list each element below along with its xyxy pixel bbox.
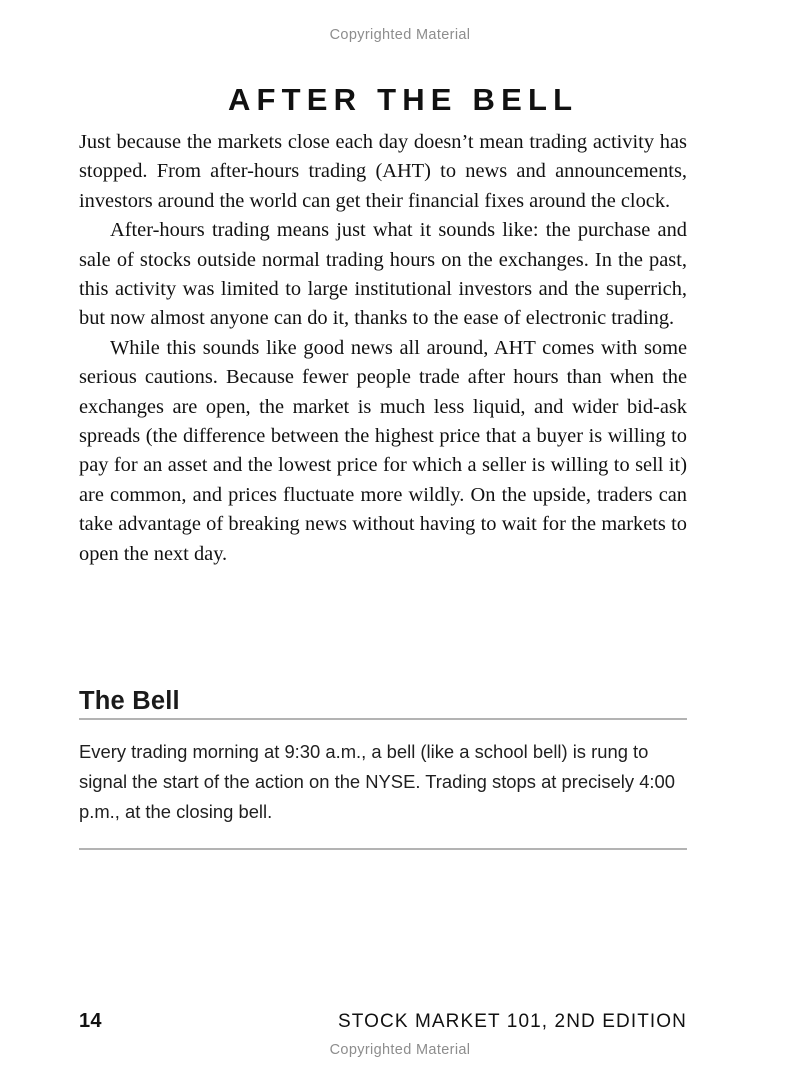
running-head: STOCK MARKET 101, 2ND EDITION xyxy=(338,1011,687,1032)
page-number: 14 xyxy=(79,1010,102,1032)
body-paragraph-1: Just because the markets close each day doesn’t mean trading activity has stopped. From after-hours trading (AHT) to news and announcements, investors around the world can get their financial fixes around the clock. xyxy=(79,131,687,212)
body-paragraph-3: While this sounds like good news all around, AHT comes with some serious cautions. Because fewer people trade after hours than when the exchanges are open, the market is much less liquid, and wider bid-ask spreads (the difference between the highest price that a buyer is willing to pay for an asset and the lowest price for which a seller is willing to sell it) are common, and prices fluctuate more wildly. On the upside, traders can take advantage of breaking news without having to wait for the markets to open the next day. xyxy=(79,336,687,565)
body-paragraph-2: After-hours trading means just what it sounds like: the purchase and sale of stocks outside normal trading hours on the exchanges. In the past, this activity was limited to large institutional investors and the superrich, but now almost anyone can do it, thanks to the ease of electronic trading. xyxy=(79,219,687,330)
body-text-column xyxy=(79,128,687,569)
callout-heading: The Bell xyxy=(79,687,180,715)
callout-box xyxy=(79,688,687,827)
page-footer xyxy=(79,1010,687,1033)
callout-divider-top xyxy=(79,718,687,720)
callout-divider-bottom xyxy=(79,848,687,850)
page-title: AFTER THE BELL xyxy=(227,81,579,117)
callout-body-text: Every trading morning at 9:30 a.m., a bell (like a school bell) is rung to signal the start of the action on the NYSE. Trading stops at precisely 4:00 p.m., at the closing bell. xyxy=(79,741,675,822)
copyright-watermark-bottom: Copyrighted Material xyxy=(329,1042,471,1058)
copyright-watermark-top: Copyrighted Material xyxy=(329,27,471,43)
